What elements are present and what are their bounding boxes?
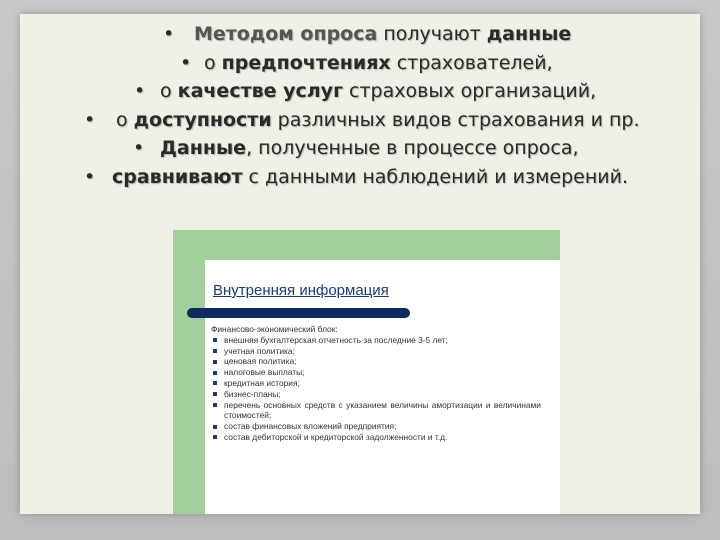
- list-item: внешняя бухгалтерская отчетность за последние 3-5 лет;: [211, 335, 541, 346]
- bullet-dot: •: [84, 108, 96, 131]
- bullet-dot: •: [163, 23, 175, 45]
- title-underline-bar: [187, 308, 410, 318]
- square-bullet-icon: [213, 371, 217, 375]
- square-bullet-icon: [213, 435, 217, 439]
- green-side-band: [173, 230, 205, 514]
- list-item: учетная политика;: [211, 346, 541, 357]
- list-item: состав дебиторской и кредиторской задолженности и т.д.: [211, 432, 541, 443]
- list-item: бизнес-планы;: [211, 389, 541, 400]
- bullet-dot: •: [84, 165, 96, 188]
- square-bullet-icon: [213, 425, 217, 429]
- slide: [20, 14, 700, 514]
- bullet-list: [20, 20, 700, 191]
- bullet-line-4: • о доступности различных видов страхования и пр.: [20, 106, 700, 135]
- square-bullet-icon: [213, 338, 217, 342]
- bullet-line-3: • о качестве услуг страховых организаций,: [20, 77, 700, 106]
- bullet-dot: •: [134, 80, 146, 102]
- square-bullet-icon: [213, 349, 217, 353]
- bullet-bold: Методом опроса: [194, 23, 378, 45]
- bullet-line-5: • Данные, полученные в процессе опроса,: [20, 134, 700, 163]
- list-item: состав финансовых вложений предприятия;: [211, 421, 541, 432]
- list-item: кредитная история;: [211, 378, 541, 389]
- list-item: перечень основных средств с указанием величины амортизации и величинами стоимостей;: [211, 400, 541, 422]
- bullet-line-1: • Методом опроса получают данные: [20, 20, 700, 49]
- embedded-slide-image: [173, 230, 560, 514]
- square-bullet-icon: [213, 360, 217, 364]
- bullet-line-2: • о предпочтениях страхователей,: [20, 49, 700, 78]
- square-bullet-icon: [213, 392, 217, 396]
- square-bullet-icon: [213, 403, 217, 407]
- list-item: налоговые выплаты;: [211, 367, 541, 378]
- bullet-dot: •: [180, 51, 192, 74]
- square-bullet-icon: [213, 381, 217, 385]
- green-header-band: [173, 230, 560, 260]
- picture-content: [211, 324, 541, 443]
- bullet-line-6: • сравнивают с данными наблюдений и измерений.: [20, 163, 700, 192]
- bullet-dot: •: [133, 137, 145, 159]
- picture-heading: Финансово-экономический блок:: [211, 324, 338, 334]
- list-item: ценовая политика;: [211, 356, 541, 367]
- picture-title: Внутренняя информация: [213, 282, 389, 299]
